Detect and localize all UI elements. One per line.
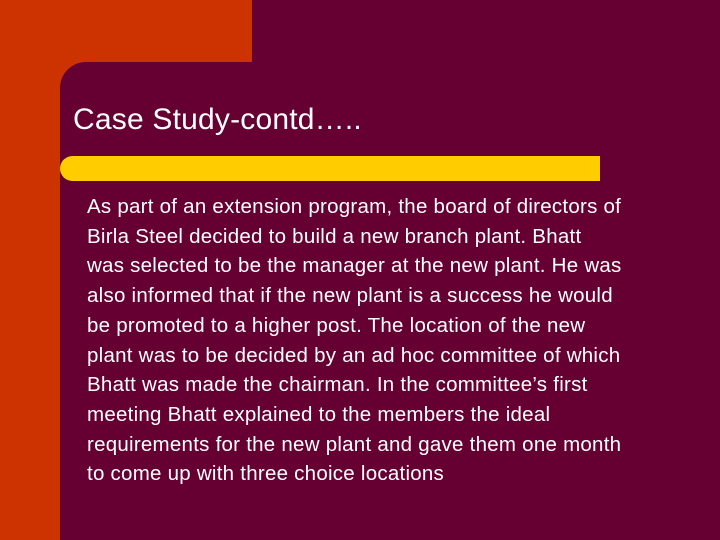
body-line: be promoted to a higher post. The location of the new — [87, 313, 586, 337]
slide-body-text — [87, 192, 702, 489]
body-line: meeting Bhatt explained to the members the ideal — [87, 402, 551, 426]
body-line: Birla Steel decided to build a new branch plant. Bhatt — [87, 224, 582, 248]
body-line: to come up with three choice locations — [87, 462, 445, 486]
body-line: also informed that if the new plant is a success he would — [87, 284, 613, 308]
body-line: Bhatt was made the chairman. In the committee’s first — [87, 373, 588, 397]
body-line: was selected to be the manager at the new plant. He was — [87, 254, 622, 278]
title-underline-bar — [60, 156, 600, 181]
body-line: requirements for the new plant and gave them one month — [87, 432, 622, 456]
body-line: plant was to be decided by an ad hoc committee of which — [87, 343, 621, 367]
body-line: As part of an extension program, the board of directors of — [87, 195, 622, 218]
slide-title: Case Study-contd….. — [73, 103, 362, 136]
